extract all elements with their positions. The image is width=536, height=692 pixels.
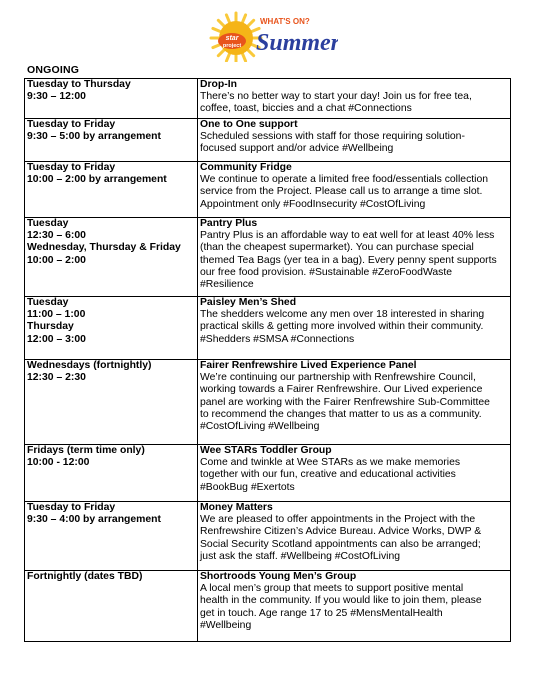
when-line: 10:00 – 2:00 — [27, 254, 86, 266]
when-line: Wednesday, Thursday & Friday — [27, 242, 181, 254]
activity-title: Drop-In — [200, 79, 237, 90]
logo-badge-line1: star — [225, 35, 239, 42]
table-row — [25, 218, 511, 297]
logo-whats-on: WHAT'S ON? — [260, 17, 310, 26]
when-line: 10:00 – 2:00 by arrangement — [27, 174, 167, 186]
when-line: Tuesday to Friday — [27, 162, 116, 173]
activity-description-line: practical skills & getting more involved within their community. — [200, 321, 484, 333]
when-line: Tuesday — [27, 297, 69, 308]
activity-description-line: We’re continuing our partnership with Renfrewshire Council, — [200, 372, 476, 384]
activity-description-line: #Shedders #SMSA #Connections — [200, 333, 355, 345]
activity-description-line: just ask the staff. #Wellbeing #CostOfLiving — [200, 550, 401, 562]
when-line: 12:00 – 3:00 — [27, 333, 86, 345]
schedule-table — [24, 78, 511, 642]
schedule-when — [25, 162, 198, 218]
when-line: Tuesday to Thursday — [27, 79, 131, 90]
table-row — [25, 162, 511, 218]
when-line: 11:00 – 1:00 — [27, 309, 86, 321]
schedule-activity — [198, 79, 511, 119]
activity-title: Shortroods Young Men’s Group — [200, 571, 357, 582]
logo-script-text: Summer — [256, 30, 338, 56]
table-row — [25, 297, 511, 360]
schedule-when — [25, 79, 198, 119]
when-line: Tuesday to Friday — [27, 502, 116, 513]
activity-title: Pantry Plus — [200, 218, 258, 229]
schedule-activity — [198, 571, 511, 642]
activity-description-line: Appointment only #FoodInsecurity #CostOfLiving — [200, 198, 426, 210]
activity-description-line: There’s no better way to start your day! Join us for free tea, — [200, 91, 472, 103]
activity-description-line: panel are working with the Fairer Renfrewshire Sub-Committee — [200, 396, 490, 408]
activity-description-line: A local men’s group that meets to support positive mental — [200, 583, 464, 595]
logo-badge-line2: project — [222, 43, 242, 49]
schedule-activity — [198, 162, 511, 218]
when-line: Fridays (term time only) — [27, 445, 145, 456]
schedule-when — [25, 297, 198, 360]
activity-title: Fairer Renfrewshire Lived Experience Panel — [200, 360, 417, 371]
activity-description-line: focused support and/or advice #Wellbeing — [200, 143, 394, 155]
when-line: 9:30 – 5:00 by arrangement — [27, 131, 161, 143]
schedule-activity — [198, 218, 511, 297]
table-row — [25, 445, 511, 502]
activity-description-line: our free food provision. #Sustainable #ZeroFoodWaste — [200, 266, 453, 278]
when-line: 10:00 - 12:00 — [27, 457, 90, 469]
activity-description-line: Scheduled sessions with staff for those requiring solution- — [200, 131, 465, 143]
table-row — [25, 119, 511, 162]
schedule-when — [25, 502, 198, 571]
activity-title: Community Fridge — [200, 162, 292, 173]
section-title: ONGOING — [27, 64, 80, 76]
activity-description-line: Come and twinkle at Wee STARs as we make memories — [200, 457, 461, 469]
schedule-activity — [198, 445, 511, 502]
activity-description-line: together with our fun, creative and educational activities — [200, 469, 456, 481]
schedule-when — [25, 119, 198, 162]
schedule-activity — [198, 502, 511, 571]
summer-logo — [208, 8, 338, 62]
activity-description-line: Renfrewshire Citizen’s Advice Bureau. Advice Works, DWP & — [200, 526, 482, 538]
schedule-when — [25, 360, 198, 445]
when-line: 12:30 – 6:00 — [27, 230, 86, 242]
activity-description-line: themed Tea Bags (yer tea in a bag). Every penny spent supports — [200, 254, 497, 266]
activity-description-line: (than the cheapest supermarket). You can purchase special — [200, 242, 474, 254]
when-line: Fortnightly (dates TBD) — [27, 571, 143, 582]
activity-description-line: service from the Project. Please call us to arrange a time slot. — [200, 186, 483, 198]
table-row — [25, 571, 511, 642]
activity-description-line: to recommend the changes that matter to us as a community. — [200, 408, 482, 420]
activity-description-line: #Wellbeing — [200, 619, 252, 631]
activity-description-line: Social Security Scotland appointments can also be arranged; — [200, 538, 481, 550]
activity-description-line: Pantry Plus is an affordable way to eat well for at least 40% less — [200, 230, 495, 242]
when-line: 9:30 – 4:00 by arrangement — [27, 514, 161, 526]
when-line: 9:30 – 12:00 — [27, 91, 86, 103]
table-row — [25, 79, 511, 119]
schedule-activity — [198, 119, 511, 162]
activity-title: Wee STARs Toddler Group — [200, 445, 332, 456]
activity-title: Paisley Men’s Shed — [200, 297, 297, 308]
activity-description-line: #Resilience — [200, 279, 254, 291]
sun-icon — [208, 8, 338, 62]
schedule-activity — [198, 360, 511, 445]
schedule-activity — [198, 297, 511, 360]
activity-description-line: #CostOfLiving #Wellbeing — [200, 421, 320, 433]
when-line: 12:30 – 2:30 — [27, 372, 86, 384]
activity-description-line: We continue to operate a limited free food/essentials collection — [200, 174, 489, 186]
activity-description-line: coffee, toast, biccies and a chat #Connections — [200, 103, 412, 115]
schedule-when — [25, 218, 198, 297]
activity-description-line: #BookBug #Exertots — [200, 481, 295, 493]
schedule-when — [25, 571, 198, 642]
when-line: Tuesday — [27, 218, 69, 229]
when-line: Tuesday to Friday — [27, 119, 116, 130]
activity-title: One to One support — [200, 119, 298, 130]
activity-description-line: health in the community. If you would like to join them, please — [200, 595, 482, 607]
table-row — [25, 360, 511, 445]
when-line: Wednesdays (fortnightly) — [27, 360, 152, 371]
activity-description-line: The shedders welcome any men over 18 interested in sharing — [200, 309, 485, 321]
table-row — [25, 502, 511, 571]
activity-description-line: get in touch. Age range 17 to 25 #MensMentalHealth — [200, 607, 443, 619]
activity-description-line: We are pleased to offer appointments in the Project with the — [200, 514, 476, 526]
activity-description-line: working towards a Fairer Renfrewshire. Our Lived experience — [200, 384, 483, 396]
activity-title: Money Matters — [200, 502, 273, 513]
schedule-when — [25, 445, 198, 502]
when-line: Thursday — [27, 321, 74, 333]
